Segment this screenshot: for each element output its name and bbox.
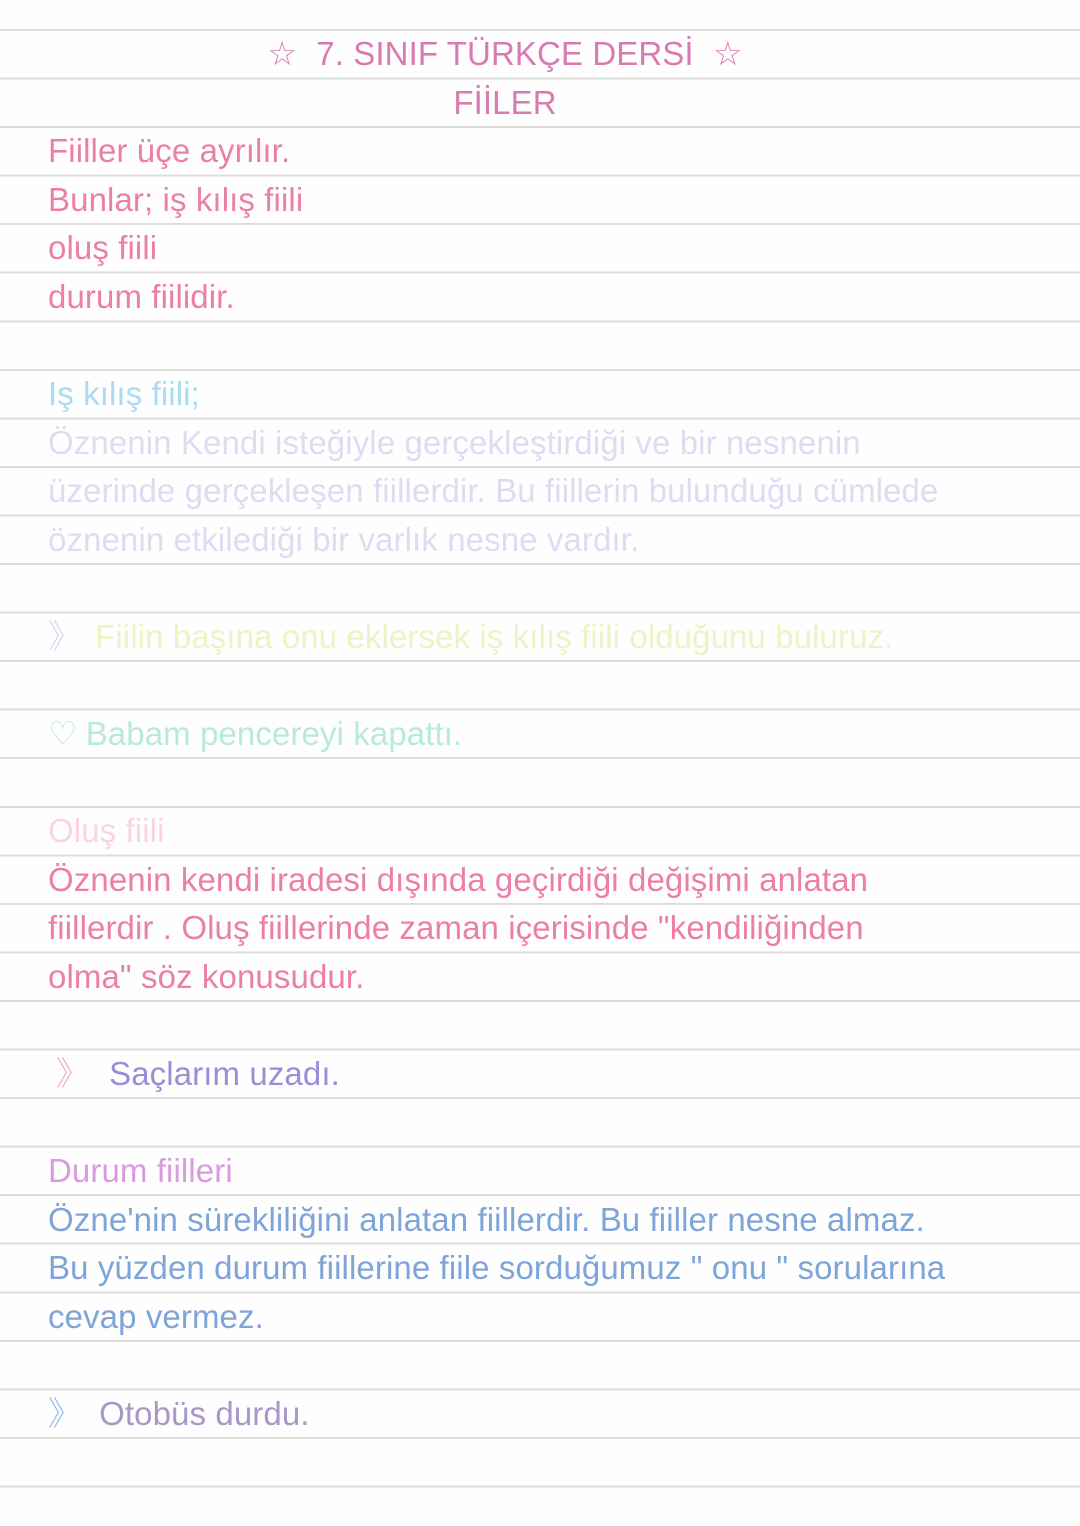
paragraph-line: üzerinde gerçekleşen fiillerdir. Bu fiillerin bulunduğu cümlede [48, 472, 939, 509]
paragraph-line: Bu yüzden durum fiillerine fiile sorduğumuz " onu " sorularına [48, 1249, 946, 1286]
paragraph-line: öznenin etkilediği bir varlık nesne vardır. [48, 520, 640, 558]
example-line [48, 710, 462, 759]
example-line [56, 1050, 340, 1099]
star-icon: ☆ [267, 35, 298, 72]
intro-line: Fiiller üçe ayrılır. [48, 132, 291, 169]
page-title [0, 30, 1010, 79]
paragraph-line: Öznenin Kendi isteğiyle gerçekleştirdiği ve bir nesnenin [48, 423, 861, 461]
example-text: Babam pencereyi kapattı. [85, 715, 463, 752]
paragraph-line: Öznenin kendi iradesi dışında geçirdiği değişimi anlatan [48, 860, 869, 898]
paragraph-line: Özne'nin sürekliliğini anlatan fiillerdir. Bu fiiller nesne almaz. [48, 1200, 925, 1238]
section-heading-is-kilis: Iş kılış fiili; [48, 375, 200, 412]
heart-icon: ♡ [48, 715, 78, 752]
example-line [48, 1390, 310, 1439]
double-chevron-icon: 》 [48, 1395, 82, 1432]
paragraph-line: olma" söz konusudur. [48, 957, 365, 995]
intro-line: oluş fiili [48, 229, 158, 266]
paragraph-line: cevap vermez. [48, 1297, 264, 1335]
double-chevron-icon: 》 [48, 618, 82, 655]
title-text: 7. SINIF TÜRKÇE DERSİ [316, 35, 694, 72]
intro-line: Bunlar; iş kılış fiili [48, 180, 304, 218]
tip-text: Fiilin başına onu eklersek iş kılış fiili olduğunu buluruz. [95, 618, 894, 655]
example-text: Saçlarım uzadı. [109, 1055, 340, 1092]
page-subtitle: FİİLER [453, 83, 557, 121]
paragraph-line: fiillerdir . Oluş fiillerinde zaman içerisinde "kendiliğinden [48, 909, 864, 946]
double-chevron-icon: 》 [56, 1055, 90, 1092]
star-icon: ☆ [712, 35, 743, 72]
section-heading-durum: Durum fiilleri [48, 1152, 233, 1189]
example-text: Otobüs durdu. [99, 1395, 310, 1432]
tip-line [48, 613, 893, 662]
section-heading-olus: Oluş fiili [48, 812, 165, 849]
intro-line: durum fiilidir. [48, 277, 235, 315]
